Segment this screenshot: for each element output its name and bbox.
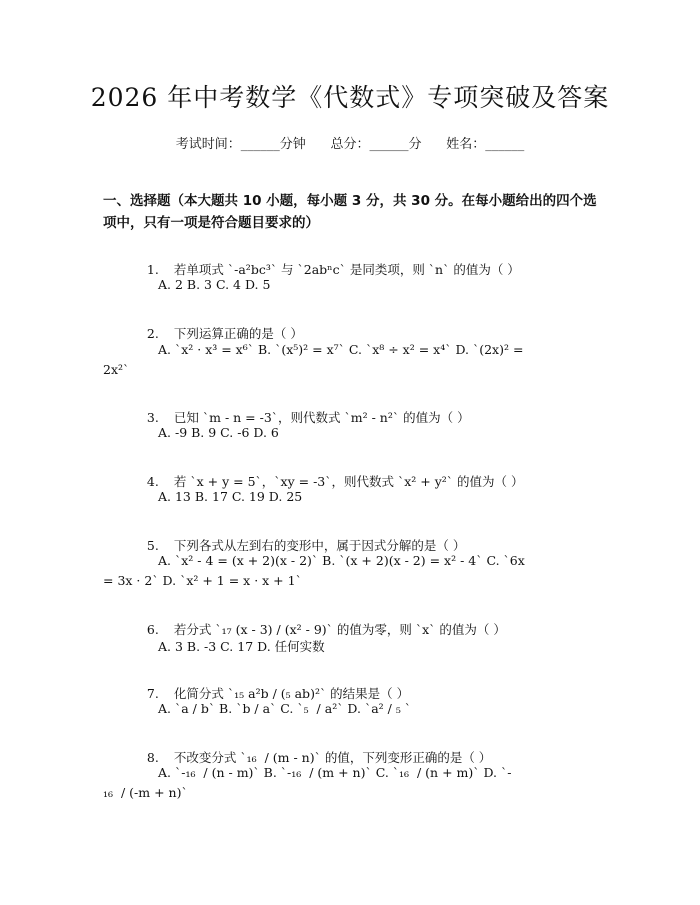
question-text: 若分式 `₁₇ (x - 3) / (x² - 9)` 的值为零，则 `x` 的值为（ ） — [173, 622, 506, 637]
question-number: 4. — [146, 474, 159, 489]
question-2-options: A. `x² · x³ = x⁶` B. `(x⁵)² = x⁷` C. `x⁸ ÷ x² = x⁴` D. `(2x)² = — [158, 342, 524, 357]
question-number: 1. — [146, 262, 159, 277]
question-5-options: A. `x² - 4 = (x + 2)(x - 2)` B. `(x + 2)(x - 2) = x² - 4` C. `6x — [158, 553, 525, 568]
exam-info-line: 考试时间：______分钟 总分：______分 姓名：______ — [175, 137, 525, 152]
question-number: 6. — [146, 622, 159, 637]
question-6-options: A. 3 B. -3 C. 17 D. 任何实数 — [158, 639, 325, 654]
question-7-options: A. `a / b` B. `b / a` C. `₅ / a²` D. `a² / ₅ ` — [158, 701, 412, 716]
section-heading: 一、选择题（本大题共 10 小题，每小题 3 分，共 30 分。在每小题给出的四个选项中，只有一项是符合题目要求的） — [103, 193, 597, 231]
question-number: 3. — [146, 410, 159, 425]
question-text: 若 `x + y = 5`，`xy = -3`，则代数式 `x² + y²` 的值为（ ） — [173, 474, 524, 489]
question-text: 化简分式 `₁₅ a²b / (₅ ab)²` 的结果是（ ） — [173, 686, 410, 701]
question-text: 若单项式 `-a²bc³` 与 `2abⁿc` 是同类项，则 `n` 的值为（ ） — [173, 262, 520, 277]
question-4-options: A. 13 B. 17 C. 19 D. 25 — [158, 489, 303, 504]
question-3-options: A. -9 B. 9 C. -6 D. 6 — [158, 425, 279, 440]
question-5-options-cont: = 3x · 2` D. `x² + 1 = x · x + 1` — [103, 573, 302, 588]
question-text: 下列运算正确的是（ ） — [173, 326, 303, 341]
question-text: 下列各式从左到右的变形中，属于因式分解的是（ ） — [173, 538, 466, 553]
question-8-options: A. `-₁₆ / (n - m)` B. `-₁₆ / (m + n)` C. `₁₆ / (n + m)` D. `- — [158, 765, 512, 780]
question-number: 7. — [146, 686, 159, 701]
question-number: 5. — [146, 538, 159, 553]
question-number: 8. — [146, 750, 159, 765]
question-1-options: A. 2 B. 3 C. 4 D. 5 — [158, 277, 271, 292]
question-2-options-cont: 2x²` — [103, 362, 130, 377]
question-number: 2. — [146, 326, 159, 341]
question-text: 不改变分式 `₁₆ / (m - n)` 的值，下列变形正确的是（ ） — [173, 750, 492, 765]
page-title: 2026 年中考数学《代数式》专项突破及答案 — [90, 83, 610, 112]
question-8-options-cont: ₁₆ / (-m + n)` — [103, 785, 188, 800]
question-text: 已知 `m - n = -3`，则代数式 `m² - n²` 的值为（ ） — [173, 410, 470, 425]
